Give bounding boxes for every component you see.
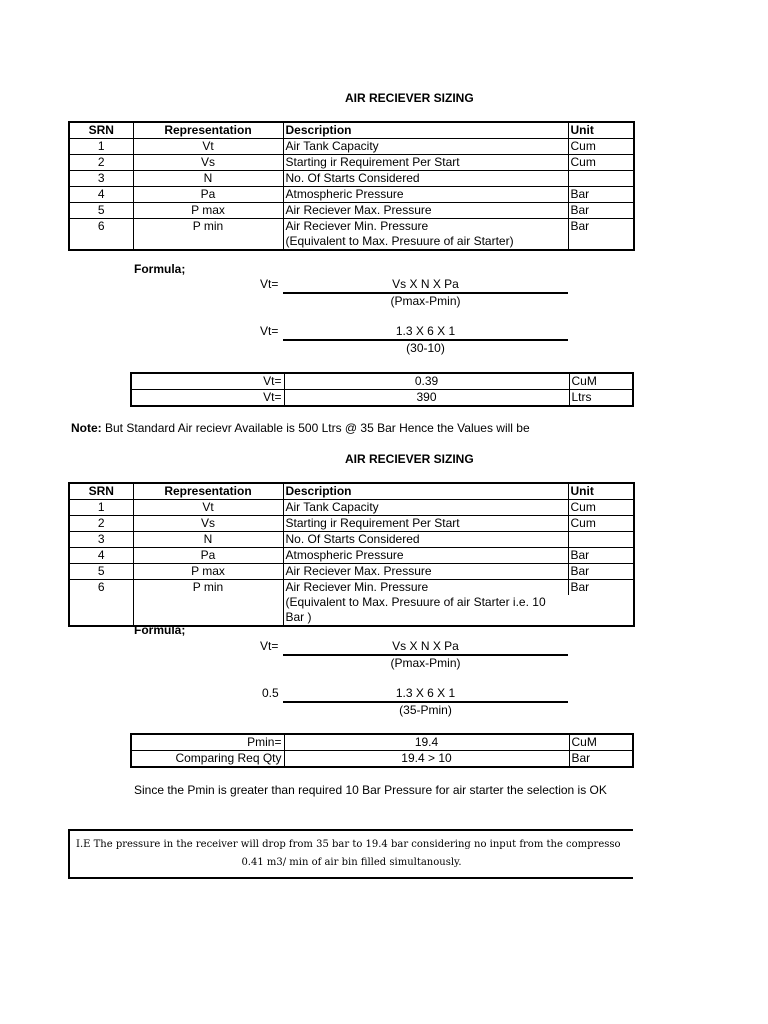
- cell-srn: 4: [69, 548, 133, 564]
- cell-rep: Pa: [133, 548, 283, 564]
- cell-rep: Vt: [133, 139, 283, 155]
- formula1-denominator: (Pmax-Pmin): [390, 294, 461, 308]
- table-row: [69, 500, 634, 516]
- summary-line2: 0.41 m3/ min of air bin filled simultanously.: [241, 857, 462, 868]
- cell-unit: Cum: [568, 139, 634, 155]
- header-srn: SRN: [69, 122, 133, 139]
- table-row: [69, 548, 634, 564]
- result-unit: CuM: [569, 734, 633, 751]
- formula1-lhs: Vt=: [260, 639, 279, 653]
- cell-unit: Bar: [568, 548, 634, 564]
- header-description: Description: [283, 122, 568, 139]
- header-unit: Unit: [568, 483, 634, 500]
- result-label: Comparing Req Qty: [131, 751, 284, 768]
- cell-rep: N: [133, 171, 283, 187]
- table-header-row: [69, 122, 634, 139]
- cell-srn: 4: [69, 187, 133, 203]
- formula2-numerator: 1.3 X 6 X 1: [395, 324, 456, 338]
- cell-srn: 2: [69, 516, 133, 532]
- conclusion-text: Since the Pmin is greater than required 10 Bar Pressure for air starter the selection is OK: [134, 783, 607, 797]
- formula2-denominator: (35-Pmin): [399, 703, 452, 717]
- section2-spec-table: [68, 482, 635, 627]
- cell-unit: Bar: [568, 187, 634, 203]
- formula1-numerator: Vs X N X Pa: [392, 639, 459, 653]
- formula2-numerator: 1.3 X 6 X 1: [395, 686, 456, 700]
- cell-desc-extra: (Equivalent to Max. Presuure of air Starter): [283, 234, 568, 250]
- table-row: [69, 219, 634, 235]
- table-header-row: [69, 483, 634, 500]
- cell-srn: 5: [69, 203, 133, 219]
- cell-rep: P min: [133, 580, 283, 596]
- cell-desc: Starting ir Requirement Per Start: [283, 155, 568, 171]
- formula-label: Formula;: [134, 623, 186, 637]
- table-row: [69, 139, 634, 155]
- cell-desc: No. Of Starts Considered: [283, 532, 568, 548]
- result-row: [131, 390, 633, 407]
- result-value: 19.4: [284, 734, 569, 751]
- cell-unit: [568, 532, 634, 548]
- cell-rep: Vs: [133, 155, 283, 171]
- table-row: [69, 203, 634, 219]
- formula2-lhs: Vt=: [260, 324, 279, 338]
- section2-result-table: [130, 733, 634, 768]
- cell-srn: 5: [69, 564, 133, 580]
- result-label: Pmin=: [131, 734, 284, 751]
- header-representation: Representation: [133, 122, 283, 139]
- cell-desc: Air Tank Capacity: [283, 139, 568, 155]
- section1-spec-table: [68, 121, 635, 251]
- cell-rep: N: [133, 532, 283, 548]
- result-unit: CuM: [569, 373, 633, 390]
- header-representation: Representation: [133, 483, 283, 500]
- result-row: [131, 373, 633, 390]
- result-value: 0.39: [284, 373, 569, 390]
- header-unit: Unit: [568, 122, 634, 139]
- cell-rep: P max: [133, 203, 283, 219]
- note-text: But Standard Air recievr Available is 500 Ltrs @ 35 Bar Hence the Values will be: [101, 421, 530, 435]
- result-label: Vt=: [131, 373, 284, 390]
- table-row: [69, 155, 634, 171]
- formula1-denominator: (Pmax-Pmin): [390, 656, 461, 670]
- result-row: [131, 751, 633, 768]
- result-label: Vt=: [131, 390, 284, 407]
- section2-title: AIR RECIEVER SIZING: [345, 452, 474, 466]
- table-row: [69, 564, 634, 580]
- section1-result-table: [130, 372, 634, 407]
- cell-unit: [568, 171, 634, 187]
- cell-srn: 3: [69, 171, 133, 187]
- cell-unit: Bar: [568, 564, 634, 580]
- cell-unit: Cum: [568, 500, 634, 516]
- header-srn: SRN: [69, 483, 133, 500]
- formula2-lhs: 0.5: [262, 686, 279, 700]
- cell-srn: 2: [69, 155, 133, 171]
- note-line: [71, 421, 530, 435]
- cell-desc: Air Reciever Min. Pressure: [283, 219, 568, 235]
- formula-label: Formula;: [134, 262, 186, 276]
- cell-desc: Air Tank Capacity: [283, 500, 568, 516]
- header-description: Description: [283, 483, 568, 500]
- cell-srn: 1: [69, 139, 133, 155]
- cell-desc: Air Reciever Max. Pressure: [283, 564, 568, 580]
- table-row: [69, 516, 634, 532]
- formula1-numerator: Vs X N X Pa: [392, 277, 459, 291]
- cell-rep: P max: [133, 564, 283, 580]
- cell-unit: Bar: [568, 219, 634, 235]
- section1-title: AIR RECIEVER SIZING: [345, 91, 474, 105]
- cell-desc: Air Reciever Min. Pressure: [283, 580, 568, 596]
- cell-srn: 1: [69, 500, 133, 516]
- cell-rep: Vs: [133, 516, 283, 532]
- table-row: [69, 187, 634, 203]
- table-row-continuation: [69, 234, 634, 250]
- cell-srn: 6: [97, 580, 105, 594]
- table-row-continuation: [69, 595, 634, 626]
- table-row: [69, 532, 634, 548]
- result-unit: Bar: [569, 751, 633, 768]
- cell-desc-extra: (Equivalent to Max. Presuure of air Starter i.e. 10 Bar ): [283, 595, 568, 626]
- cell-desc: Atmospheric Pressure: [283, 187, 568, 203]
- table-row: [69, 171, 634, 187]
- table-row: [69, 580, 634, 596]
- result-value: 390: [284, 390, 569, 407]
- summary-line1: I.E The pressure in the receiver will drop from 35 bar to 19.4 bar considering no input from the compresso: [76, 839, 621, 850]
- result-value: 19.4 > 10: [284, 751, 569, 768]
- cell-desc: Starting ir Requirement Per Start: [283, 516, 568, 532]
- formula2-denominator: (30-10): [406, 341, 445, 355]
- cell-unit: Bar: [568, 580, 634, 596]
- summary-box: [68, 829, 633, 879]
- cell-unit: Cum: [568, 516, 634, 532]
- cell-srn: 6: [97, 219, 105, 233]
- formula1-lhs: Vt=: [260, 277, 279, 291]
- result-row: [131, 734, 633, 751]
- cell-srn: 3: [69, 532, 133, 548]
- cell-desc: No. Of Starts Considered: [283, 171, 568, 187]
- cell-desc: Air Reciever Max. Pressure: [283, 203, 568, 219]
- cell-unit: Cum: [568, 155, 634, 171]
- cell-desc: Atmospheric Pressure: [283, 548, 568, 564]
- result-unit: Ltrs: [569, 390, 633, 407]
- cell-rep: Pa: [133, 187, 283, 203]
- note-label: Note:: [71, 421, 102, 435]
- cell-rep: P min: [133, 219, 283, 235]
- cell-unit: Bar: [568, 203, 634, 219]
- cell-rep: Vt: [133, 500, 283, 516]
